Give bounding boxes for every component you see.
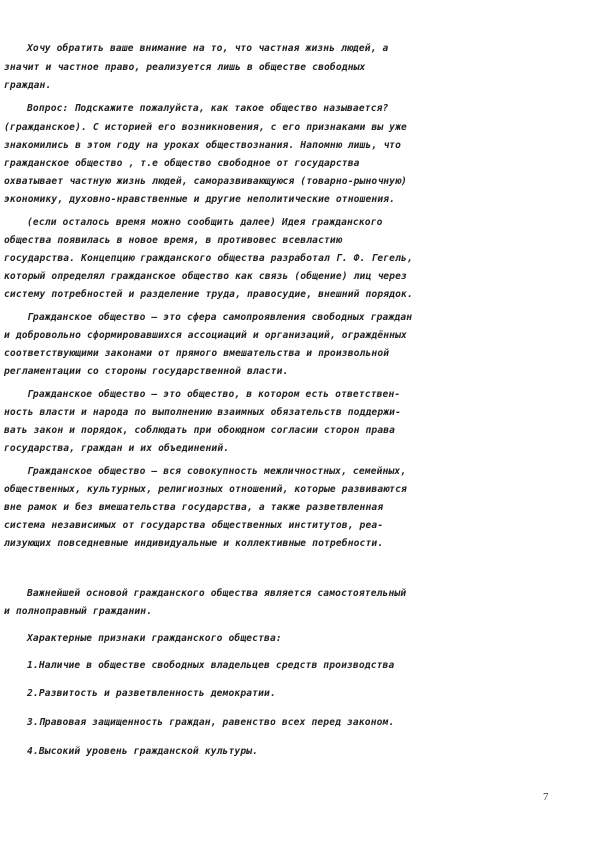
text-line: Гражданское общество – вся совокупность межличностных, семейных, <box>27 466 407 477</box>
text-line: (гражданское). С историей его возникновения, с его признаками вы уже <box>4 122 407 133</box>
text-line: граждан. <box>4 80 52 91</box>
text-line: Гражданское общество – это общество, в котором есть ответствен- <box>27 389 401 400</box>
list-item: 3.Правовая защищенность граждан, равенство всех перед законом. <box>27 717 395 728</box>
text-line: который определял гражданское общество как связь (общение) лиц через <box>4 271 407 282</box>
text-line: Хочу обратить ваше внимание на то, что частная жизнь людей, а <box>27 43 389 54</box>
text-line: вне рамок и без вмешательства государства, а также разветвленная <box>4 502 384 513</box>
text-line: государства, граждан и их объединений. <box>4 443 230 454</box>
text-line: знакомились в этом году на уроках обществознания. Напомню лишь, что <box>4 140 402 151</box>
text-line: значит и частное право, реализуется лишь в обществе свободных <box>4 62 366 73</box>
text-line: охватывает частную жизнь людей, саморазвивающуюся (товарно-рыночную) <box>4 176 407 187</box>
text-line: (если осталось время можно сообщить далее) Идея гражданского <box>27 217 383 228</box>
text-line: вать закон и порядок, соблюдать при обоюдном согласии сторон права <box>4 425 396 436</box>
list-item: 4.Высокий уровень гражданской культуры. <box>27 746 259 757</box>
text-line: и полноправный гражданин. <box>4 606 153 617</box>
text-line: система независимых от государства общественных институтов, реа- <box>4 520 384 531</box>
text-line: регламентации со стороны государственной власти. <box>4 366 289 377</box>
text-line: и добровольно сформировавшихся ассоциаций и организаций, ограждённых <box>4 330 407 341</box>
text-line: гражданское общество , т.е общество свободное от государства <box>4 158 360 169</box>
list-item: 1.Наличие в обществе свободных владельцев средств производства <box>27 660 395 671</box>
text-line: систему потребностей и разделение труда, правосудие, внешний порядок. <box>4 289 413 300</box>
text-line: общества появилась в новое время, в противовес всевластию <box>4 235 342 246</box>
text-line: Важнейшей основой гражданского общества является самостоятельный <box>27 588 407 599</box>
text-line: Вопрос: Подскажите пожалуйста, как такое общество называется? <box>27 103 389 114</box>
text-line: ность власти и народа по выполнению взаимных обязательств поддержи- <box>4 407 402 418</box>
text-line: экономику, духовно-нравственные и другие неполитические отношения. <box>4 194 396 205</box>
list-item: 2.Развитость и разветвленность демократии. <box>27 688 276 699</box>
text-line: общественных, культурных, религиозных отношений, которые развиваются <box>4 484 407 495</box>
list-heading: Характерные признаки гражданского общества: <box>27 633 282 644</box>
text-line: соответствующими законами от прямого вмешательства и произвольной <box>4 348 390 359</box>
text-line: лизующих повседневные индивидуальные и коллективные потребности. <box>4 538 384 549</box>
text-line: государства. Концепцию гражданского общества разработал Г. Ф. Гегель, <box>4 253 413 264</box>
text-line: Гражданское общество – это сфера самопроявления свободных граждан <box>27 312 413 323</box>
page-number: 7 <box>543 791 549 803</box>
